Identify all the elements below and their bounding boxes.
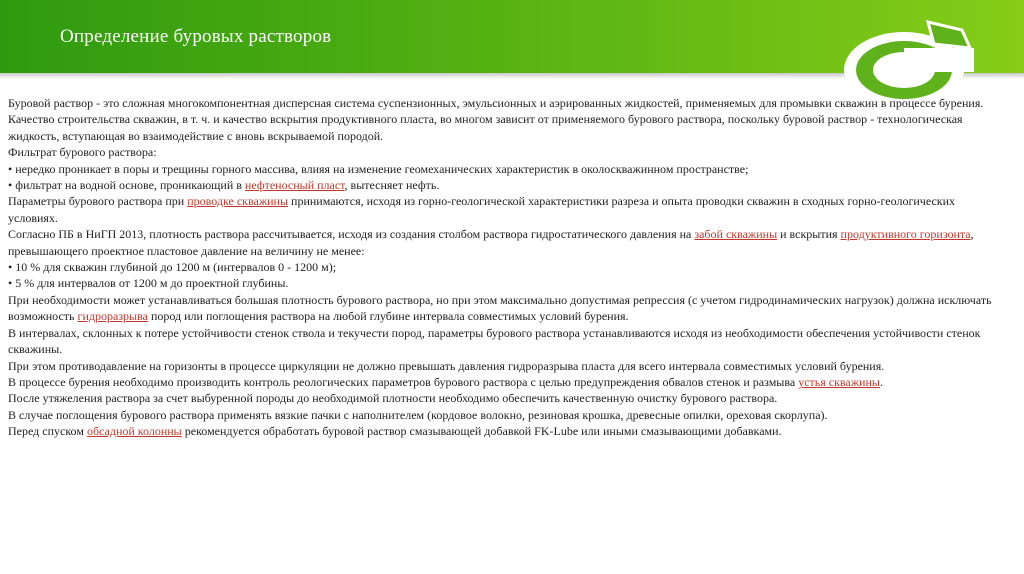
paragraph-text: После утяжеления раствора за счет выбуренной породы до необходимой плотности необходимо обеспечить качественную очистку бурового раствора.: [8, 391, 778, 406]
paragraph: [8, 325, 998, 358]
paragraph: [8, 275, 998, 291]
page-title: Определение буровых растворов: [60, 26, 332, 47]
glossary-link[interactable]: гидроразрыва: [77, 309, 148, 324]
paragraph-text: Фильтрат бурового раствора:: [8, 145, 157, 160]
glossary-link[interactable]: проводке скважины: [187, 194, 289, 209]
paragraph-text: Перед спуском: [8, 424, 87, 439]
paragraph: [8, 193, 998, 226]
paragraph: [8, 226, 998, 259]
paragraph-text: , вытесняет нефть.: [344, 178, 440, 193]
paragraph-text: и вскрытия: [777, 227, 841, 242]
paragraph-text: В процессе бурения необходимо производить контроль реологических параметров бурового раствора с целью предупреждения обвалов стенок и размыва: [8, 374, 799, 389]
paragraph: [8, 390, 998, 406]
paragraph-text: , превышающего проектное пластовое давление на величину не менее:: [8, 227, 974, 258]
paragraph-text: При этом противодавление на горизонты в процессе циркуляции не должно превышать давления гидроразрыва пласта для всего интервала совместимых условий бурения.: [8, 358, 885, 373]
paragraph: [8, 177, 998, 193]
paragraph-text: Качество строительства скважин, в т. ч. и качество вскрытия продуктивного пласта, во многом зависит от применяемого бурового раствора, поскольку буровой раствор - технологическая жидкость, вступающая во взаимодействие с вновь вскрываемой породой.: [8, 112, 963, 143]
paragraph-text: • нередко проникает в поры и трещины горного массива, влияя на изменение геомеханических характеристик в околоскважинном пространстве;: [8, 161, 749, 176]
paragraph-text: Согласно ПБ в НиГП 2013, плотность раствора рассчитывается, исходя из создания столбом раствора гидростатического давления на: [8, 227, 695, 242]
paragraph-text: В интервалах, склонных к потере устойчивости стенок ствола и текучести пород, параметры бурового раствора устанавливаются исходя из необходимости обеспечения устойчивости стенок скважины.: [8, 325, 981, 357]
paragraph-text: Буровой раствор - это сложная многокомпонентная дисперсная система суспензионных, эмульсионных и аэрированных жидкостей, применяемых для промывки скважин в процессе бурения.: [8, 96, 984, 110]
paragraph: [8, 111, 998, 144]
paragraph: [8, 407, 998, 423]
document-body: [8, 95, 998, 440]
glossary-link[interactable]: забой скважины: [694, 227, 778, 242]
paragraph-text: .: [879, 374, 883, 389]
paragraph: [8, 259, 998, 275]
paragraph-text: В случае поглощения бурового раствора применять вязкие пачки с наполнителем (кордовое волокно, резиновая крошка, древесные опилки, ореховая скорлупа).: [8, 407, 828, 422]
glossary-link[interactable]: продуктивного горизонта: [840, 227, 971, 242]
glossary-link[interactable]: устья скважины: [798, 374, 880, 389]
paragraph-text: • фильтрат на водной основе, проникающий в: [8, 178, 245, 193]
paragraph-text: При необходимости может устанавливаться большая плотность бурового раствора, но при этом максимально допустимая репрессия (с учетом гидродинамических нагрузок) должна исключать возможность: [8, 292, 992, 324]
paragraph-text: рекомендуется обработать буровой раствор смазывающей добавкой FK-Lube или иными смазывающими добавками.: [181, 424, 782, 439]
glossary-link[interactable]: обсадной колонны: [86, 424, 182, 439]
paragraph-text: Параметры бурового раствора при: [8, 194, 188, 209]
paragraph: [8, 292, 998, 325]
paragraph: [8, 161, 998, 177]
paragraph-text: • 5 % для интервалов от 1200 м до проектной глубины.: [8, 276, 289, 291]
paragraph-text: пород или поглощения раствора на любой глубине интервала совместимых условий бурения.: [147, 309, 629, 324]
paragraph: [8, 95, 998, 111]
glossary-link[interactable]: нефтеносный пласт: [244, 178, 345, 193]
paragraph-text: принимаются, исходя из горно-геологической характеристики разреза и опыта проводки скважин в сходных горно-геологических условиях.: [8, 194, 956, 225]
paragraph: [8, 144, 998, 160]
paragraph: [8, 374, 998, 390]
paragraph: [8, 358, 998, 374]
paragraph: [8, 423, 998, 439]
paragraph-text: • 10 % для скважин глубиной до 1200 м (интервалов 0 - 1200 м);: [8, 260, 337, 275]
